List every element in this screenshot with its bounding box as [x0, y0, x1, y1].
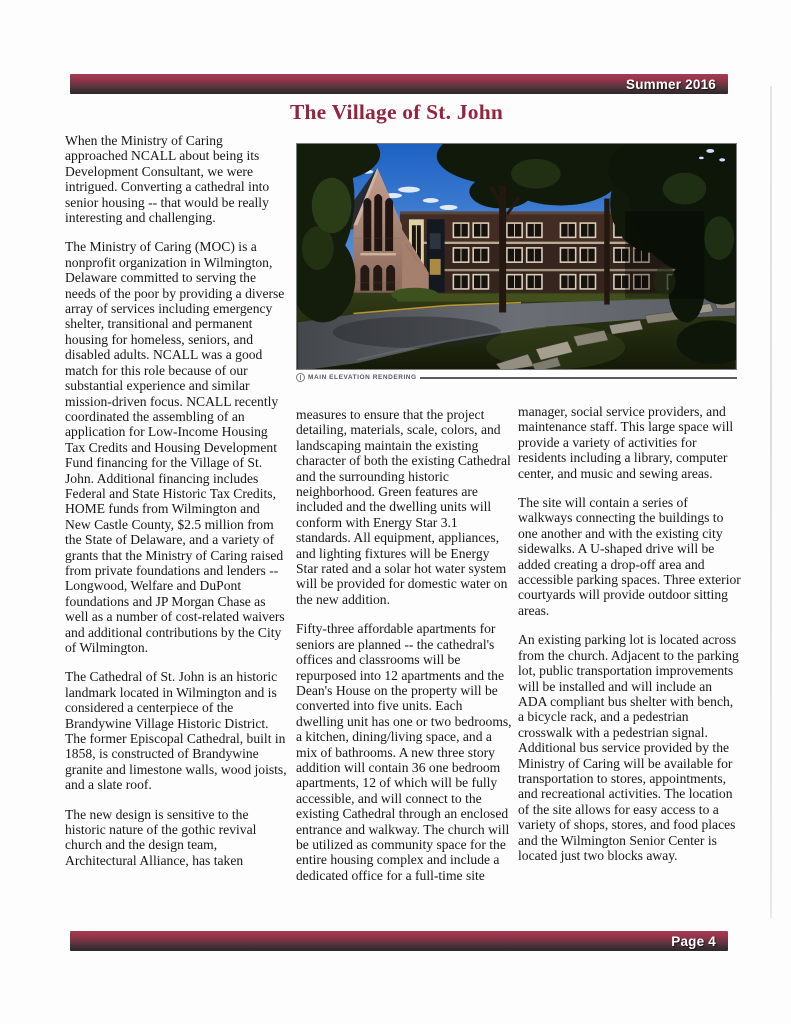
- paragraph: An existing parking lot is located across from the church. Adjacent to the parking lot, public transportation improvements will be installed and will include an ADA compliant bus shelter with bench, a bicycle rack, and a pedestrian crosswalk with a pedestrian signal. Additional bus service provided by the Ministry of Caring will be available for transportation to stores, appointments, and recreational activities. The location of the site allows for easy access to a variety of shops, stores, and food places and the Wilmington Senior Center is located just two blocks away.: [518, 632, 739, 863]
- page-title: The Village of St. John: [289, 100, 504, 124]
- paragraph: When the Ministry of Caring approached NCALL about being its Development Consultant, we were intrigued. Converting a cathedral into senior housing -- that would be really interesting and challenging.: [65, 133, 270, 226]
- masthead-bar: [70, 74, 728, 94]
- footer-bar: [70, 931, 728, 951]
- page-number: Page 4: [671, 933, 716, 949]
- detail-marker-icon: [296, 373, 305, 382]
- paragraph: The Cathedral of St. John is an historic landmark located in Wilmington and is considered a centerpiece of the Brandywine Village Historic District. The former Episcopal Cathedral, built in 1858, is constructed of Brandywine granite and limestone walls, wood joists, and a slate roof.: [65, 669, 287, 793]
- rendering-graphic: [296, 143, 737, 370]
- column-middle: [296, 407, 513, 897]
- paragraph: Fifty-three affordable apartments for seniors are planned -- the cathedral's offices and classrooms will be repurposed into 12 apartments and the Dean's House on the property will be converted into five units. Each dwelling unit has one or two bedrooms, a kitchen, dining/living space, and a mix of bathrooms. A new three story addition will contain 36 one bedroom apartments, 12 of which will be fully accessible, and will connect to the existing Cathedral through an enclosed entrance and walkway. The church will be utilized as community space for the entire housing complex and include a dedicated office for a full-time site: [296, 621, 512, 883]
- issue-label: Summer 2016: [625, 76, 716, 92]
- paragraph: manager, social service providers, and maintenance staff. This large space will provide a variety of activities for residents including a library, computer center, and music and sewing areas.: [518, 404, 734, 481]
- column-right: [518, 404, 741, 877]
- paragraph: measures to ensure that the project detailing, materials, scale, colors, and landscaping maintain the existing character of both the existing Cathedral and the surrounding historic neighborhood. Green features are included and the dwelling units will conform with Energy Star 3.1 standards. All equipment, appliances, and lighting fixtures will be Energy Star rated and a solar hot water system will be provided for domestic water on the new addition.: [296, 407, 511, 607]
- column-left: [65, 133, 288, 882]
- photo-caption: [296, 372, 737, 383]
- caption-rule: [420, 377, 737, 379]
- scan-artifact-line: [770, 86, 772, 918]
- caption-text: MAIN ELEVATION RENDERING: [308, 374, 417, 381]
- paragraph: The site will contain a series of walkways connecting the buildings to one another and with the existing city sidewalks. A U-shaped drive will be added creating a drop-off area and accessible parking spaces. Three exterior courtyards will provide outdoor sitting areas.: [518, 495, 741, 618]
- paragraph: The Ministry of Caring (MOC) is a nonprofit organization in Wilmington, Delaware committed to serving the needs of the poor by providing a diverse array of services including emergency shelter, transitional and permanent housing for homeless, seniors, and disabled adults. NCALL was a good match for this role because of our substantial experience and similar mission-driven focus. NCALL recently coordinated the assembling of an application for Low-Income Housing Tax Credits and Housing Development Fund financing for the Village of St. John. Additional financing includes Federal and State Historic Tax Credits, HOME funds from Wilmington and New Castle County, $2.5 million from the State of Delaware, and a variety of grants that the Ministry of Caring raised from private foundations and lenders -- Longwood, Welfare and DuPont foundations and JP Morgan Chase as well as a number of cost-related waivers and additional contributions by the City of Wilmington.: [65, 239, 285, 655]
- paragraph: The new design is sensitive to the historic nature of the gothic revival church and the design team, Architectural Alliance, has taken: [65, 806, 257, 868]
- rendering-photo: [296, 143, 737, 383]
